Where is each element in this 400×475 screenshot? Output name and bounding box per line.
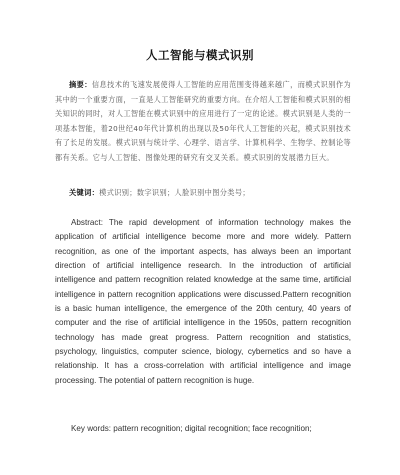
english-abstract — [55, 216, 351, 388]
english-abstract-label: Abstract: — [71, 218, 103, 227]
chinese-abstract-label: 摘要： — [69, 80, 92, 89]
chinese-keywords-label: 关键词： — [69, 188, 100, 197]
paper-title: 人工智能与模式识别 — [146, 48, 254, 62]
chinese-abstract-text: 信息技术的飞速发展使得人工智能的应用范围变得越来越广，而模式识别作为其中的一个重要方面，一直是人工智能研究的重要方向。在介绍人工智能和模式识别的相关知识的同时，对人工智能在模式识别中的应用进行了一定的论述。模式识别是人类的一项基本智能，着20世纪40年代计算机的出现以及50年代人工智能的兴起，模式识别技术有了长足的发展。模式识别与统计学、心理学、语言学、计算机科学、生物学、控制论等都有关系。它与人工智能、图像处理的研究有交叉关系。模式识别的发展潜力巨大。 — [55, 80, 351, 162]
chinese-keywords — [55, 186, 351, 201]
chinese-keywords-text: 模式识别；数字识别；人脸识别中图分类号； — [99, 188, 250, 197]
english-keywords-label: Key words: — [71, 424, 112, 433]
english-keywords-text: pattern recognition; digital recognition; face recognition; — [111, 424, 312, 433]
english-keywords — [55, 422, 351, 436]
english-abstract-text: The rapid development of information technology makes the application of artificial intelligence become more and more widely. Pattern recognition, as one of the important aspects, has always been an important direction of artificial intelligence research. In the introduction of artificial intelligence and pattern recognition related knowledge at the same time, artificial intelligence in pattern recognition applications were discussed.Pattern recognition is a basic human intelligence, the emergence of the 20th century, 40 years of computer and the rise of artificial intelligence in the 1950s, pattern recognition technology has made great progress. Pattern recognition and statistics, psychology, linguistics, computer science, biology, cybernetics and so have a relationship. It has a cross-correlation with artificial intelligence and image processing. The potential of pattern recognition is huge. — [55, 218, 351, 385]
chinese-abstract — [55, 78, 351, 166]
